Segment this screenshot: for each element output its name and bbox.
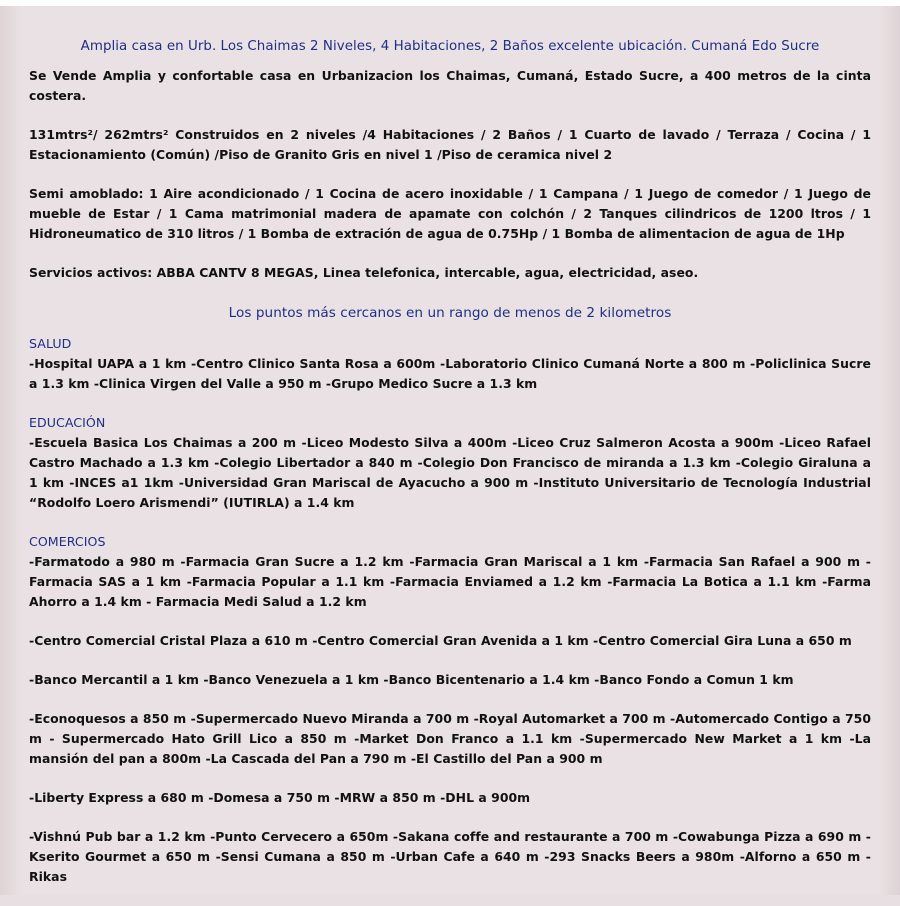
section-title-comercios: COMERCIOS: [29, 534, 106, 549]
section-text-salud: -Hospital UAPA a 1 km -Centro Clinico Santa Rosa a 600m -Laboratorio Clinico Cumaná Norte a 800 m -Policlinica Sucre a 1.3 km -Clinica Virgen del Valle a 950 m -Grupo Medico Sucre a 1.3 km: [29, 356, 871, 391]
section-salud: [29, 334, 871, 394]
section-title-salud: SALUD: [29, 336, 72, 351]
section-text-educacion: -Escuela Basica Los Chaimas a 200 m -Liceo Modesto Silva a 400m -Liceo Cruz Salmeron Acosta a 900m -Liceo Rafael Castro Machado a 1.3 km -Colegio Libertador a 840 m -Colegio Don Francisco de miranda a 1.3 km -Colegio Giraluna a 1 km -INCES a1 1km -Universidad Gran Mariscal de Ayacucho a 900 m -Instituto Universitario de Tecnología Industrial “Rodolfo Loero Arismendi” (IUTIRLA) a 1.4 km: [29, 435, 871, 510]
services-paragraph: Servicios activos: ABBA CANTV 8 MEGAS, Linea telefonica, intercable, agua, electricidad, aseo.: [29, 265, 699, 280]
comercios-centros: -Centro Comercial Cristal Plaza a 610 m -Centro Comercial Gran Avenida a 1 km -Centro Comercial Gira Luna a 650 m: [29, 633, 852, 648]
section-educacion: [29, 413, 871, 513]
features-paragraph: 131mtrs²/ 262mtrs² Construidos en 2 niveles /4 Habitaciones / 2 Baños / 1 Cuarto de lavado / Terraza / Cocina / 1 Estacionamiento (Común) /Piso de Granito Gris en nivel 1 /Piso de ceramica nivel 2: [29, 127, 871, 162]
listing-content: [29, 36, 871, 906]
nearby-heading: Los puntos más cercanos en un rango de menos de 2 kilometros: [228, 305, 672, 321]
section-title-educacion: EDUCACIÓN: [29, 415, 106, 430]
intro-paragraph: Se Vende Amplia y confortable casa en Urbanizacion los Chaimas, Cumaná, Estado Sucre, a 400 metros de la cinta costera.: [29, 68, 871, 103]
section-comercios: [29, 532, 871, 887]
listing-title: Amplia casa en Urb. Los Chaimas 2 Niveles, 4 Habitaciones, 2 Baños excelente ubicación. Cumaná Edo Sucre: [80, 39, 820, 54]
comercios-envios: -Liberty Express a 680 m -Domesa a 750 m -MRW a 850 m -DHL a 900m: [29, 790, 531, 805]
comercios-mercados: -Econoquesos a 850 m -Supermercado Nuevo Miranda a 700 m -Royal Automarket a 700 m -Automercado Contigo a 750 m - Supermercado Hato Grill Lico a 850 m -Market Don Franco a 1.1 km -Supermercado New Market a 1 km -La mansión del pan a 800m -La Cascada del Pan a 790 m -El Castillo del Pan a 900 m: [29, 711, 871, 766]
furnishing-paragraph: Semi amoblado: 1 Aire acondicionado / 1 Cocina de acero inoxidable / 1 Campana / 1 Juego de comedor / 1 Juego de mueble de Estar / 1 Cama matrimonial madera de apamate con colchón / 2 Tanques cilindricos de 1200 ltros / 1 Hidroneumatico de 310 litros / 1 Bomba de extración de agua de 0.75Hp / 1 Bomba de alimentacion de agua de 1Hp: [29, 186, 871, 241]
comercios-bancos: -Banco Mercantil a 1 km -Banco Venezuela a 1 km -Banco Bicentenario a 1.4 km -Banco Fondo a Comun 1 km: [29, 672, 794, 687]
comercios-comida: -Vishnú Pub bar a 1.2 km -Punto Cervecero a 650m -Sakana coffe and restaurante a 700 m -Cowabunga Pizza a 690 m - Kserito Gourmet a 650 m -Sensi Cumana a 850 m -Urban Cafe a 640 m -293 Snacks Beers a 980m -Alforno a 650 m -Rikas: [29, 829, 871, 884]
comercios-farmacias: -Farmatodo a 980 m -Farmacia Gran Sucre a 1.2 km -Farmacia Gran Mariscal a 1 km -Farmacia San Rafael a 900 m -Farmacia SAS a 1 km -Farmacia Popular a 1.1 km -Farmacia Enviamed a 1.2 km -Farmacia La Botica a 1.1 km -Farma Ahorro a 1.4 km - Farmacia Medi Salud a 1.2 km: [29, 554, 871, 609]
